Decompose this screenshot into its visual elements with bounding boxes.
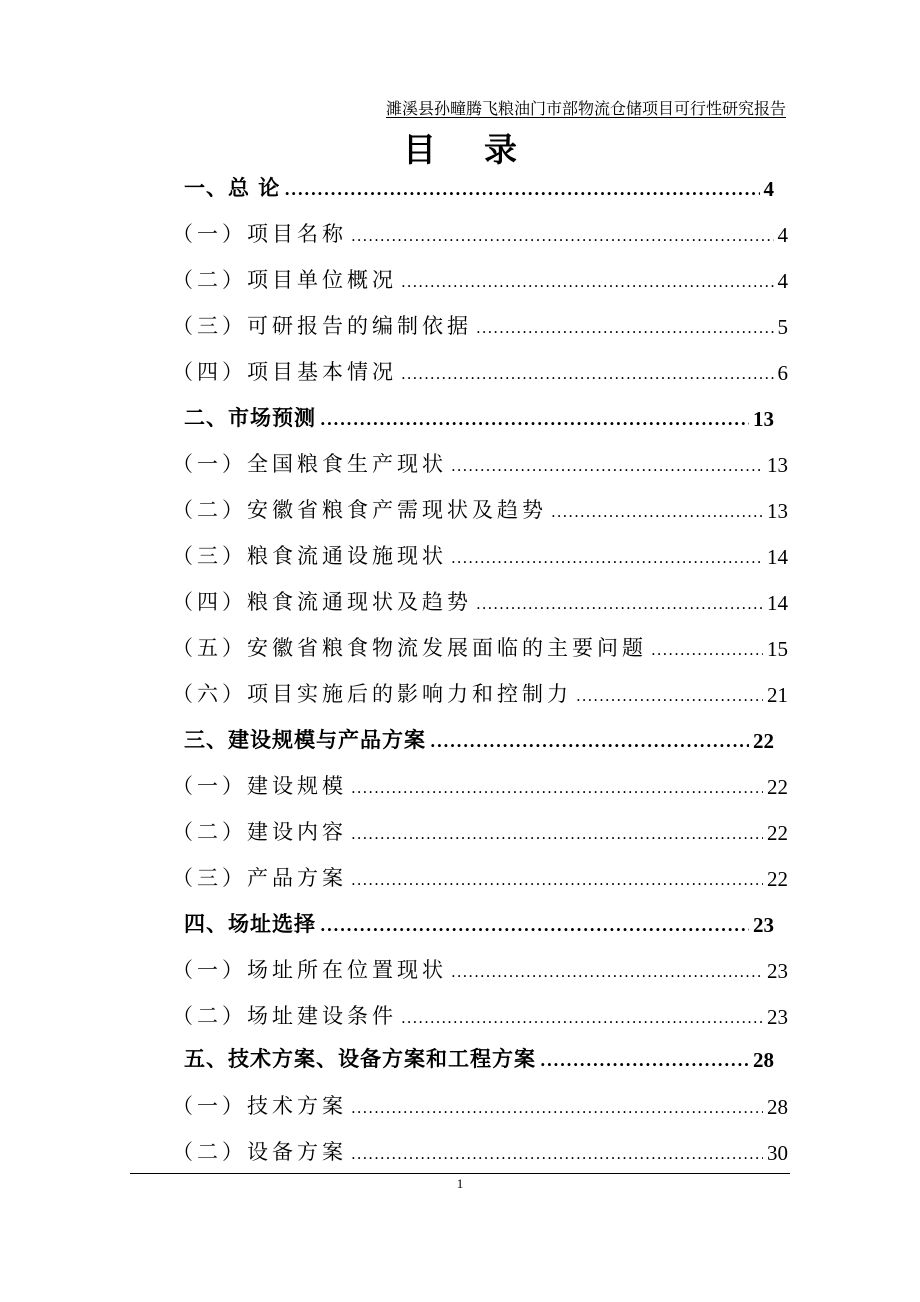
toc-entry-page: 23 bbox=[753, 913, 774, 937]
toc-leader-dots bbox=[401, 1009, 763, 1030]
toc-leader-dots bbox=[451, 549, 763, 570]
toc-entry[interactable] bbox=[184, 908, 774, 938]
toc-entry[interactable] bbox=[184, 724, 774, 754]
toc-entry-page: 23 bbox=[767, 1005, 788, 1029]
toc-entry[interactable] bbox=[172, 264, 788, 294]
toc-entry-page: 14 bbox=[767, 591, 788, 615]
toc-entry-page: 21 bbox=[767, 683, 788, 707]
toc-entry-page: 28 bbox=[767, 1095, 788, 1119]
toc-entry-title: （五）安徽省粮食物流发展面临的主要问题 bbox=[172, 636, 647, 660]
toc-entry-title: 二、市场预测 bbox=[184, 406, 316, 430]
toc-entry-title: （二）场址建设条件 bbox=[172, 1004, 397, 1028]
toc-entry-page: 13 bbox=[767, 453, 788, 477]
footer-divider bbox=[130, 1173, 790, 1174]
toc-entry-page: 15 bbox=[767, 637, 788, 661]
toc-entry[interactable] bbox=[172, 540, 788, 570]
toc-entry-title: 四、场址选择 bbox=[184, 912, 316, 936]
toc-leader-dots bbox=[351, 1145, 763, 1166]
page-title: 目录 bbox=[403, 130, 565, 169]
toc-leader-dots bbox=[476, 595, 763, 616]
toc-entry-title: （二）项目单位概况 bbox=[172, 268, 397, 292]
toc-entry-page: 13 bbox=[767, 499, 788, 523]
toc-leader-dots bbox=[320, 917, 749, 938]
toc-entry[interactable] bbox=[172, 954, 788, 984]
toc-leader-dots bbox=[320, 411, 749, 432]
toc-entry[interactable] bbox=[172, 356, 788, 386]
toc-entry-page: 4 bbox=[777, 223, 788, 247]
toc-leader-dots bbox=[451, 457, 763, 478]
toc-entry[interactable] bbox=[172, 310, 788, 340]
toc-entry-page: 30 bbox=[767, 1141, 788, 1165]
toc-leader-dots bbox=[351, 871, 763, 892]
running-header: 濉溪县孙疃腾飞粮油门市部物流仓储项目可行性研究报告 bbox=[385, 99, 786, 118]
toc-entry-title: （二）安徽省粮食产需现状及趋势 bbox=[172, 498, 547, 522]
toc-entry-title: （二）设备方案 bbox=[172, 1140, 347, 1164]
toc-entry-page: 23 bbox=[767, 959, 788, 983]
toc-leader-dots bbox=[651, 641, 763, 662]
toc-leader-dots bbox=[540, 1052, 749, 1073]
toc-entry-title: （一）全国粮食生产现状 bbox=[172, 452, 447, 476]
page-number: 1 bbox=[456, 1176, 464, 1191]
toc-entry-page: 14 bbox=[767, 545, 788, 569]
toc-leader-dots bbox=[401, 273, 774, 294]
toc-entry[interactable] bbox=[172, 1000, 788, 1030]
toc-leader-dots bbox=[351, 825, 763, 846]
toc-entry-title: （一）建设规模 bbox=[172, 774, 347, 798]
toc-entry-page: 6 bbox=[777, 361, 788, 385]
toc-leader-dots bbox=[351, 227, 774, 248]
toc-entry-title: （二）建设内容 bbox=[172, 820, 347, 844]
toc-entry[interactable] bbox=[172, 448, 788, 478]
toc-entry-page: 5 bbox=[777, 315, 788, 339]
toc-entry-page: 22 bbox=[767, 867, 788, 891]
toc-leader-dots bbox=[284, 181, 759, 202]
toc-entry-title: （三）粮食流通设施现状 bbox=[172, 544, 447, 568]
toc-entry[interactable] bbox=[172, 632, 788, 662]
toc-entry[interactable] bbox=[172, 494, 788, 524]
toc-entry-page: 4 bbox=[777, 269, 788, 293]
toc-entry-title: （三）可研报告的编制依据 bbox=[172, 314, 472, 338]
toc-entry-title: 五、技术方案、设备方案和工程方案 bbox=[184, 1047, 536, 1071]
toc-entry-title: 三、建设规模与产品方案 bbox=[184, 728, 426, 752]
toc-entry-title: （六）项目实施后的影响力和控制力 bbox=[172, 682, 572, 706]
toc-entry[interactable] bbox=[184, 1043, 774, 1073]
toc-leader-dots bbox=[351, 779, 763, 800]
toc-entry-page: 28 bbox=[753, 1048, 774, 1072]
toc-entry-page: 4 bbox=[763, 177, 774, 201]
toc-entry-title: （四）项目基本情况 bbox=[172, 360, 397, 384]
toc-entry[interactable] bbox=[172, 678, 788, 708]
toc-entry-title: （四）粮食流通现状及趋势 bbox=[172, 590, 472, 614]
toc-entry[interactable] bbox=[172, 218, 788, 248]
toc-entry-page: 13 bbox=[753, 407, 774, 431]
toc-leader-dots bbox=[401, 365, 774, 386]
toc-entry-page: 22 bbox=[767, 775, 788, 799]
toc-entry-title: （三）产品方案 bbox=[172, 866, 347, 890]
toc-leader-dots bbox=[576, 687, 763, 708]
toc-entry[interactable] bbox=[184, 402, 774, 432]
toc-entry-page: 22 bbox=[767, 821, 788, 845]
toc-entry-title: （一）项目名称 bbox=[172, 222, 347, 246]
toc-leader-dots bbox=[351, 1099, 763, 1120]
toc-entry[interactable] bbox=[172, 770, 788, 800]
toc-entry[interactable] bbox=[184, 172, 774, 202]
toc-entry[interactable] bbox=[172, 586, 788, 616]
toc-entry[interactable] bbox=[172, 1136, 788, 1166]
toc-entry-title: 一、总 论 bbox=[184, 176, 281, 200]
toc-entry[interactable] bbox=[172, 816, 788, 846]
toc-leader-dots bbox=[430, 733, 749, 754]
toc-entry[interactable] bbox=[172, 1090, 788, 1120]
toc-leader-dots bbox=[551, 503, 763, 524]
toc-entry-title: （一）场址所在位置现状 bbox=[172, 958, 447, 982]
toc-leader-dots bbox=[451, 963, 763, 984]
toc-entry[interactable] bbox=[172, 862, 788, 892]
toc-entry-title: （一）技术方案 bbox=[172, 1094, 347, 1118]
toc-leader-dots bbox=[476, 319, 774, 340]
toc-entry-page: 22 bbox=[753, 729, 774, 753]
